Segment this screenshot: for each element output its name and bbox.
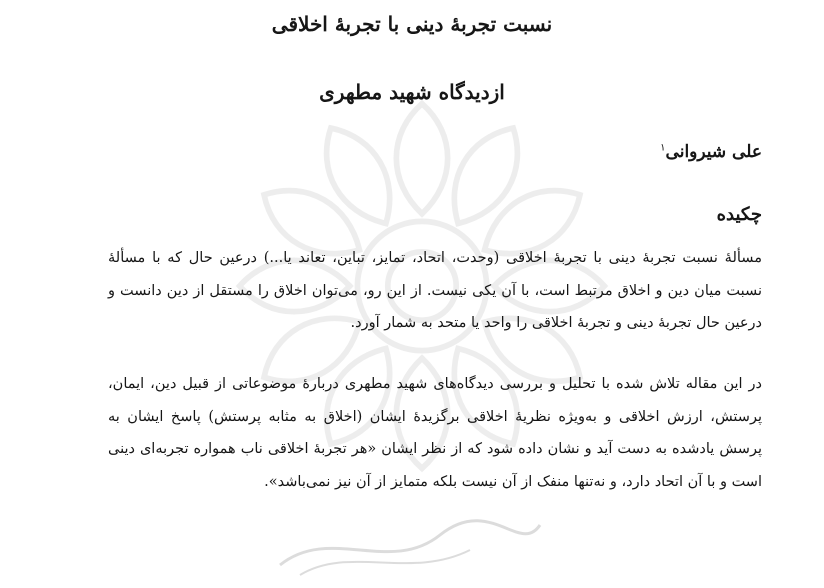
document-subtitle: ازدیدگاه شهید مطهری (319, 80, 505, 104)
watermark-calligraphy-icon (270, 505, 550, 585)
document-title: نسبت تجربۀ دینی با تجربۀ اخلاقی (271, 12, 553, 36)
abstract-paragraph-2: در این مقاله تلاش شده با تحلیل و بررسی دیدگاه‌های شهید مطهری دربارۀ موضوعاتی از قبیل دین، ایمان، پرستش، ارزش اخلاقی و به‌ویژه نظریۀ اخلاقی برگزیدۀ ایشان (اخلاق به مثابه پرستش) پاسخ ایشان به پرسش یادشده به دست آید و نشان داده شود که از نظر ایشان «هر تجربۀ اخلاقی ناب همواره تجربه‌ای دینی است و با آن اتحاد دارد، و نه‌تنها منفک از آن نیست بلکه متمایز از آن نیز نمی‌باشد». (108, 376, 762, 490)
abstract-heading: چکیده (716, 204, 762, 225)
abstract-paragraph-1: مسألۀ نسبت تجربۀ دینی با تجربۀ اخلاقی (وحدت، اتحاد، تمایز، تباین، تعاند یا...) درعین حال که با مسألۀ نسبت میان دین و اخلاق مرتبط است، با آن یکی نیست. از این رو، می‌توان اخلاق را مستقل از دین دانست و درعین حال تجربۀ دینی و تجربۀ اخلاقی را واحد یا متحد به شمار آورد. (108, 250, 762, 331)
author-footnote-marker: ۱ (660, 142, 666, 154)
author-label: علی شیروانی (665, 142, 762, 162)
author-name (660, 142, 762, 162)
